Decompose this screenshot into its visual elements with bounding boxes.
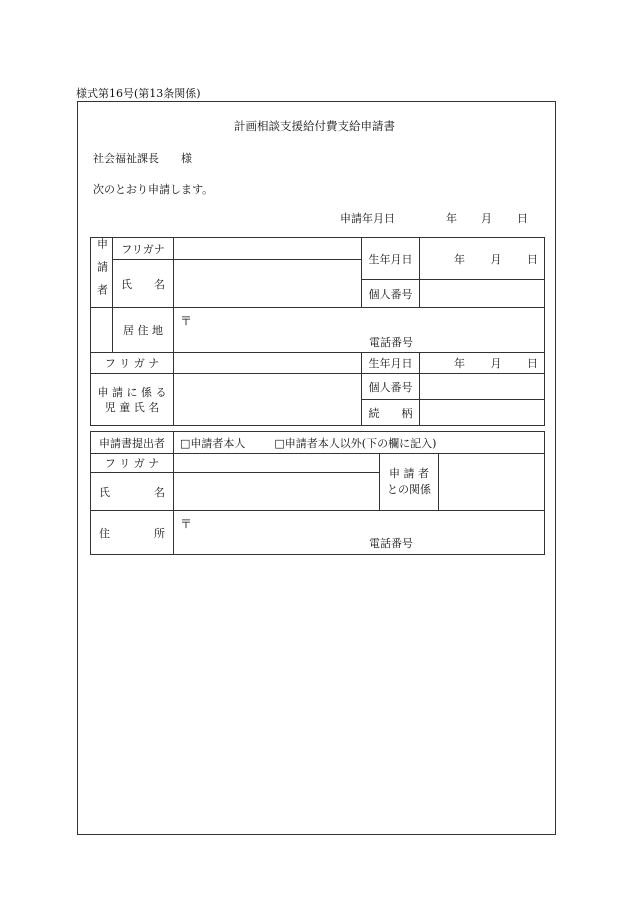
applicant-birthdate-input[interactable]: 年 月 日 xyxy=(420,238,545,280)
form-number: 様式第16号(第13条関係) xyxy=(76,87,201,100)
submitter-option-other[interactable]: □申請者本人以外(下の欄に記入) xyxy=(274,436,437,450)
applicant-section-spacer xyxy=(91,308,113,353)
child-personal-number-input[interactable] xyxy=(420,374,545,400)
applicant-residence-label: 居 住 地 xyxy=(113,308,174,353)
submitter-postal-mark: 〒 xyxy=(180,517,193,531)
addressee: 社会福祉課長 様 xyxy=(93,152,192,165)
submitter-name-label: 氏 名 xyxy=(91,473,174,511)
applicant-furigana-input[interactable] xyxy=(174,238,362,260)
child-name-label: 申 請 に 係 る 児 童 氏 名 xyxy=(91,374,174,426)
child-furigana-input[interactable] xyxy=(174,353,362,374)
application-date-label: 申請年月日 xyxy=(340,212,395,225)
application-date-year[interactable]: 年 xyxy=(446,212,457,225)
applicant-furigana-label: フリガナ xyxy=(113,238,174,260)
application-date-day[interactable]: 日 xyxy=(517,212,528,225)
child-furigana-label: フ リ ガ ナ xyxy=(91,353,174,374)
applicant-name-input[interactable] xyxy=(174,260,362,308)
submitter-furigana-input[interactable] xyxy=(174,454,380,473)
submitter-option-self[interactable]: □申請者本人 xyxy=(180,436,246,450)
submitter-furigana-label: フ リ ガ ナ xyxy=(91,454,174,473)
applicant-table xyxy=(90,237,545,426)
child-birthdate-input[interactable]: 年 月 日 xyxy=(420,353,545,374)
submitter-address-label: 住 所 xyxy=(91,511,174,555)
application-date-month[interactable]: 月 xyxy=(481,212,492,225)
child-birthdate-label: 生年月日 xyxy=(362,353,420,374)
child-name-input[interactable] xyxy=(174,374,362,426)
child-relationship-label: 続 柄 xyxy=(362,400,420,426)
submitter-name-input[interactable] xyxy=(174,473,380,511)
submitter-label: 申請書提出者 xyxy=(91,432,174,454)
submitter-phone-label: 電話番号 xyxy=(369,537,413,550)
applicant-residence-input[interactable] xyxy=(174,308,545,353)
form-title: 計画相談支援給付費支給申請書 xyxy=(234,119,395,133)
applicant-postal-mark: 〒 xyxy=(180,314,193,328)
submitter-table xyxy=(90,431,545,555)
applicant-name-label: 氏 名 xyxy=(113,260,174,308)
child-personal-number-label: 個人番号 xyxy=(362,374,420,400)
applicant-section-label: 申請者 xyxy=(91,238,113,308)
applicant-personal-number-label: 個人番号 xyxy=(362,280,420,308)
applicant-birthdate-label: 生年月日 xyxy=(362,238,420,280)
submitter-relation-label: 申 請 者 との関係 xyxy=(380,454,439,511)
applicant-phone-label: 電話番号 xyxy=(369,336,413,349)
child-relationship-input[interactable] xyxy=(420,400,545,426)
submitter-options xyxy=(174,432,545,454)
submitter-address-input[interactable] xyxy=(174,511,545,555)
submitter-relation-input[interactable] xyxy=(439,454,545,511)
intro-text: 次のとおり申請します。 xyxy=(93,183,214,196)
applicant-personal-number-input[interactable] xyxy=(420,280,545,308)
